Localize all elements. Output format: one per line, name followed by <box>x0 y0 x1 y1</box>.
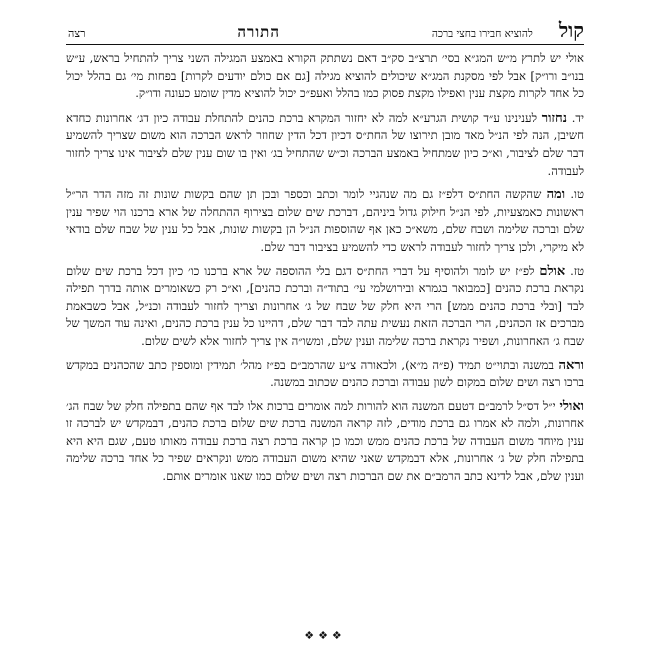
section-end-ornament: ❖❖❖ <box>304 629 346 642</box>
paragraph-lead-word: אולם <box>539 263 566 279</box>
section-subtitle: להוציא חבירו בחצי ברכה <box>431 28 533 40</box>
paragraph-text: אולי יש לתרץ מ״ש המג״א בסי׳ תרצ״ב סק״ב דאם נשתתק הקורא באמצע המגילה השני צריך להתחיל בראש, ע״ש בנו״ב ורו״ק] אבל לפי מסקנת המג״א שיכולים להוציא מגילה [גם אם כולם יודעים לקרות] בפחות מי׳ גם בהלל יכול כל אחד לקרות מקצת ענין ואפילו מקצת פסוק כמו בהלל ואעפ״כ יכול להוציא מדין שומע כעונה ודו״ק. <box>66 51 584 101</box>
paragraph <box>66 263 584 351</box>
paragraph-text: י״ל דס״ל לרמב״ם דטעם המשנה הוא להורות למה אומרים ברכות אלו לבד אף שהם בתפילה חלק של שבח הג׳ אחרונות, ולמה לא אמרו גם ברכת מודים, לזה קראה המשנה ברכת שים שלום ברכת כהנים, דבמקדש יש לברכה זו ענין מיוחד משום העבודה של ברכת כהנים ממש וכמו כן קראה ברכת רצה ברכת עבודה מאותו טעם, שגם היא היא בתפילה חלק של ג׳ אחרונות, אלא דבמקדש שאני שהיא משום העבודה ממש ונקראים שפיר כל אחד ברכה שלימה וענין שלם, אבל לדינא כתב הרמב״ם את שם הברכות רצה ושים שלום כמו שאנו אומרים אותם. <box>66 398 584 484</box>
paragraph <box>66 110 584 180</box>
paragraph-lead-word: נחזור <box>541 110 567 126</box>
paragraph-text: לפ״ז יש לומר ולהוסיף על דברי החת״ס דגם בלי ההוספה של ארא ברכנו כו׳ כיון דכל ברכת שים שלום נקראת ברכת כהנים [כמבואר בגמרא ובירושלמי עי׳ בתוד״ה וברכת כהנים], וא״כ רק כשאומרים אותה בדרך תפילה לבד [ובלי ברכת כהנים ממש] הרי היא חלק של שבח של ג׳ אחרונות וצריך לחזור לעבודה וכנ״ל, אבל כשבאמת מברכים אז הכהנים, הרי הברכה הזאת נעשית עתה לבד דבר שלם, דהיינו כל ענין ברכת כהנים, ואינה עוד המשך של שבח ג׳ האחרונות, ושפיר נקראת ברכה שלימה וענין שלם, ומשו״ה אין צריך לחזור אלא לשים שלום. <box>66 263 584 348</box>
header-right-group <box>432 20 584 40</box>
paragraph-number: טז. <box>570 263 585 278</box>
running-header <box>66 10 584 45</box>
paragraph-lead-word: ומה <box>546 187 566 203</box>
paragraph <box>66 357 584 392</box>
paragraph-lead-word: וראה <box>558 357 585 373</box>
paragraph <box>66 186 584 256</box>
paragraph <box>66 398 584 486</box>
paragraph-text: שהקשה החת״ס דלפ״ז גם מה שנהגיי לומר וכתב וכספר ובכן תן שהם בקשות שונות זה מזה הדר הר״ל ראשונות כאמצעיות, לפי הנ״ל חילוק גדול ביניהם, דברכת שים שלום בצירוף ההתחלה של ארא ברכנו הוי שפיר ענין שלם וברכה שלימה ושבח שלם, משא״כ כאן אף שהוספות הנ״ל הן בקשות שונות, אבל כל ענין של שבח שלם בודאי לא מיקרי, ולכן צריך לחזור לעבודה לראש כדי להשמיע בציבור דבר שלם. <box>66 187 584 254</box>
torah-label: התורה <box>237 23 280 41</box>
paragraph-text: במשנה ובתוי״ט תמיד (פ״ה מ״א), ולכאורה צ״ע שהרמב״ם בפ״ז מהל׳ תמידין ומוספין כתב שהכהנים במקדש ברכו רצה ושים שלום במקום לשון עבודה וברכת כהנים שכתוב במשנה. <box>66 357 584 390</box>
paragraph-number: טו. <box>570 187 584 202</box>
book-title: קול <box>558 18 584 42</box>
page-label: רצה <box>68 27 86 40</box>
body-text <box>66 50 584 492</box>
paragraph-text: לענינינו ע״ד קושית הגרע״א למה לא יחזור המקרא ברכת כהנים להתחלת עבודה כיון דג׳ אחרונות כחדא חשיבן, הנה לפי הנ״ל מאד מובן תירוצו של החת״ס דכיון דכל הדין שחוזר לראש הברכה הוא משום שצריך להשמיע דבר שלם לציבור, וא״כ כיון שמתחיל באמצע הברכה וכ״ש שהתחיל בג׳ ואין בו שום ענין שלם לציבור אינו צריך לחזור לעבודה. <box>66 110 584 178</box>
paragraph-lead-word: ואולי <box>559 398 585 414</box>
paragraph-number: יד. <box>571 110 585 125</box>
paragraph <box>66 50 584 103</box>
